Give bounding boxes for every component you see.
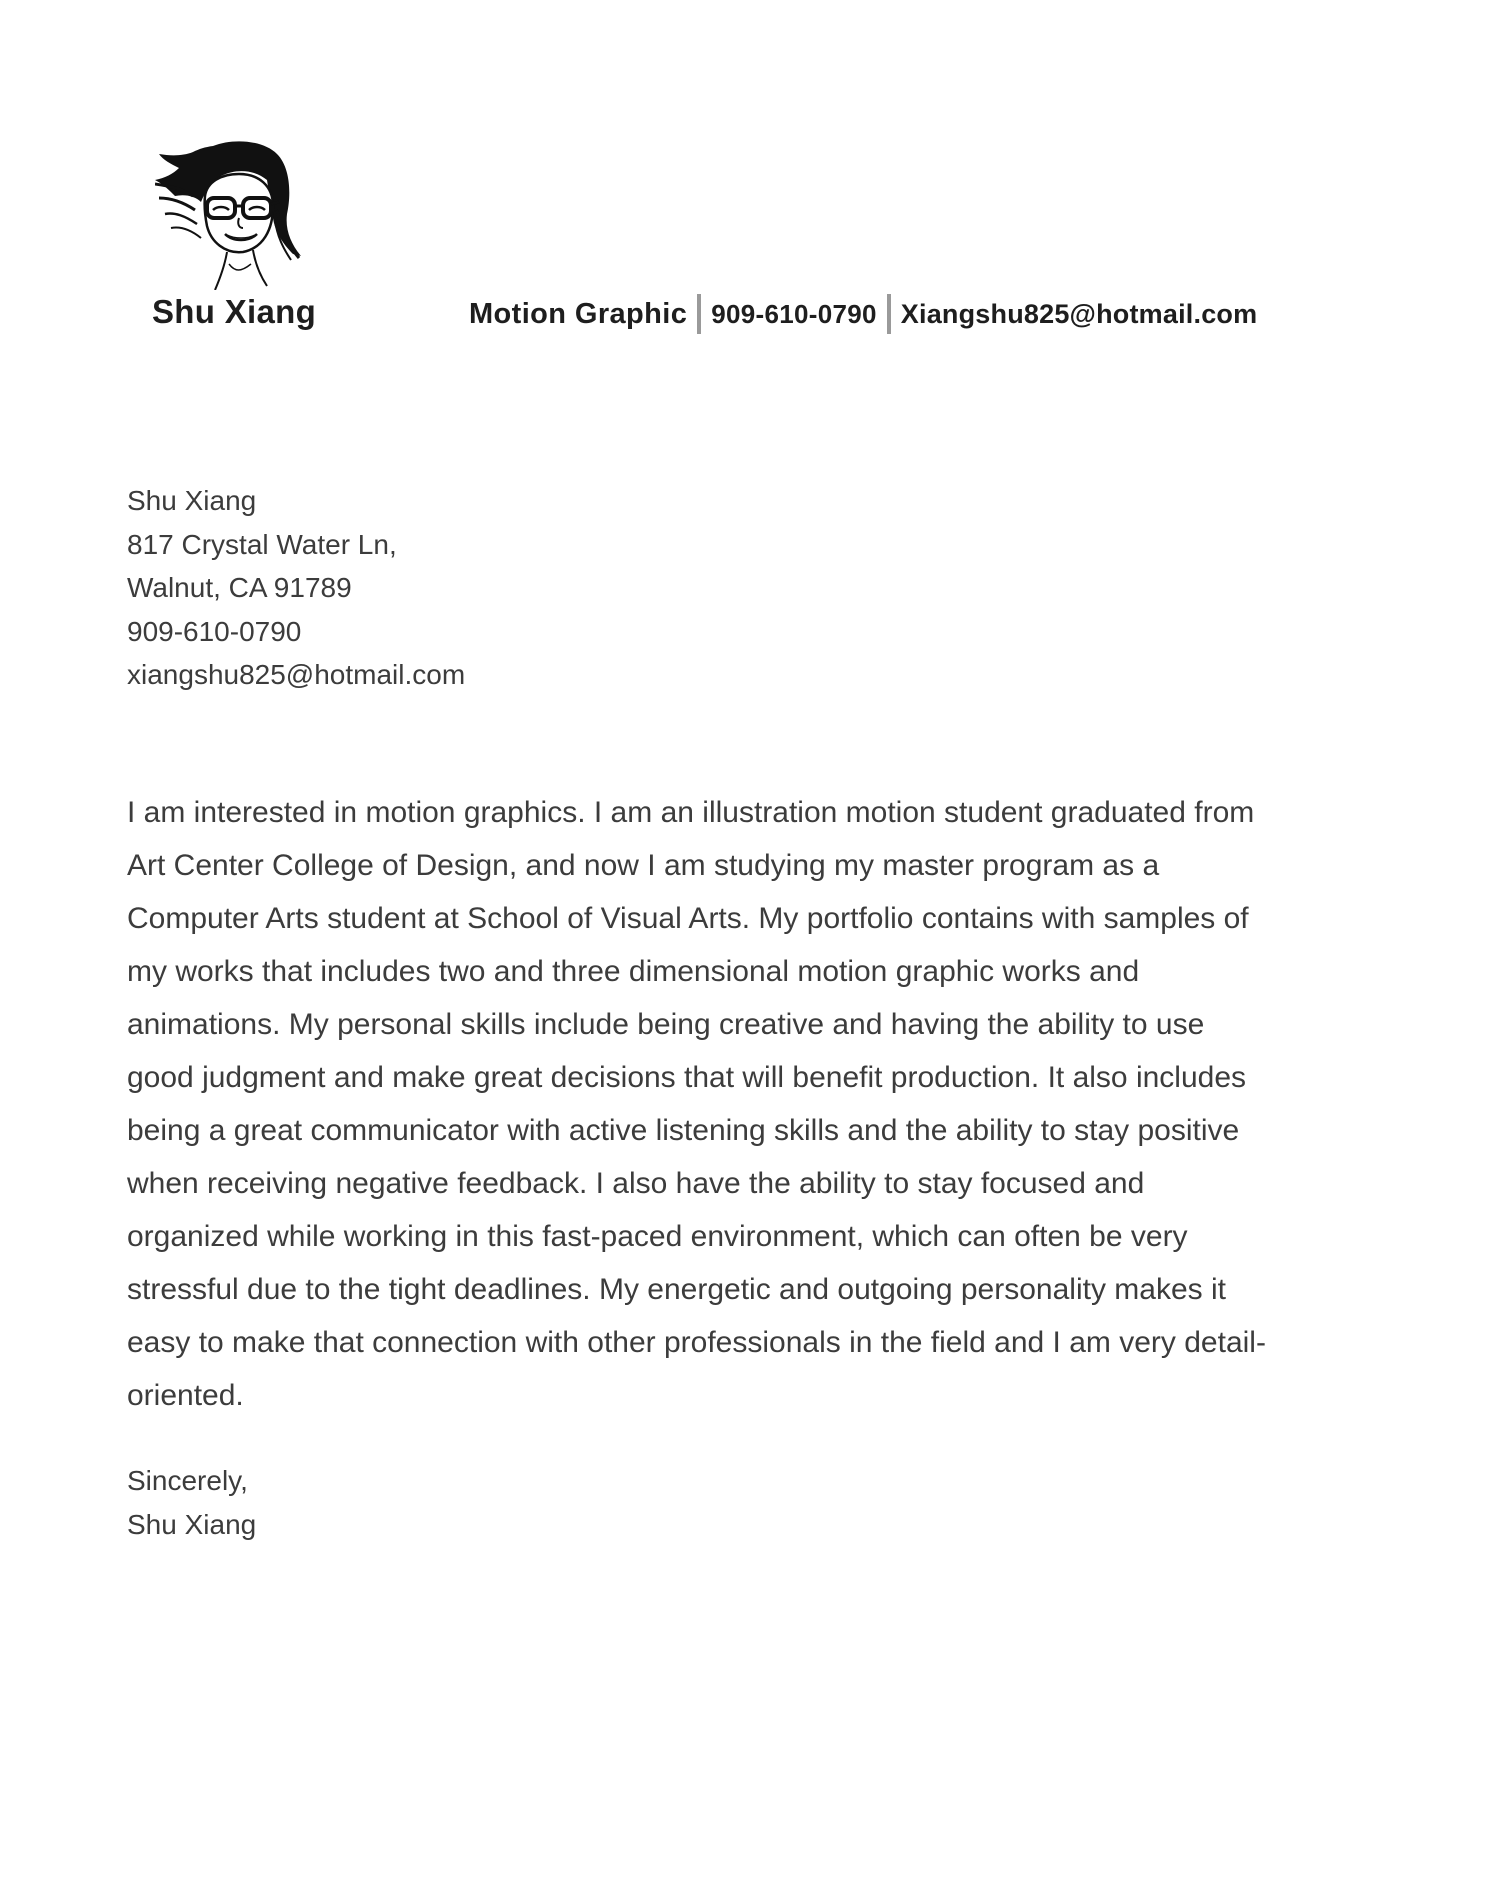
header-separator: [887, 294, 891, 334]
closing-signature: Shu Xiang: [127, 1508, 257, 1540]
body-line: stressful due to the tight deadlines. My energetic and outgoing personality makes it: [127, 1273, 1226, 1306]
closing-block: [127, 1459, 256, 1546]
body-line: Computer Arts student at School of Visual Arts. My portfolio contains with samples of: [127, 902, 1249, 935]
letter-body: [127, 786, 1397, 1422]
body-line: oriented.: [127, 1379, 244, 1412]
sender-phone: 909-610-0790: [127, 615, 302, 647]
sender-email: xiangshu825@hotmail.com: [127, 659, 466, 690]
sender-street: 817 Crystal Water Ln,: [127, 528, 397, 560]
body-line: animations. My personal skills include being creative and having the ability to use: [127, 1008, 1205, 1041]
header-role: Motion Graphic: [469, 297, 688, 330]
sender-city-state-zip: Walnut, CA 91789: [127, 572, 352, 603]
header-email: Xiangshu825@hotmail.com: [900, 298, 1258, 329]
header-phone: 909-610-0790: [711, 298, 877, 329]
body-line: being a great communicator with active listening skills and the ability to stay positive: [127, 1114, 1240, 1147]
body-line: Art Center College of Design, and now I am studying my master program as a: [127, 849, 1160, 882]
body-line: my works that includes two and three dimensional motion graphic works and: [127, 955, 1140, 988]
portrait-illustration-icon: [155, 140, 315, 290]
closing-salutation: Sincerely,: [127, 1465, 248, 1496]
header-contact-line: [469, 292, 1257, 336]
body-line: when receiving negative feedback. I also have the ability to stay focused and: [127, 1167, 1145, 1200]
sender-name: Shu Xiang: [127, 485, 257, 516]
header-separator: [697, 294, 701, 334]
body-line: easy to make that connection with other professionals in the field and I am very detail-: [127, 1326, 1266, 1359]
body-line: good judgment and make great decisions that will benefit production. It also includes: [127, 1061, 1247, 1094]
sender-address-block: [127, 479, 465, 697]
body-line: organized while working in this fast-paced environment, which can often be very: [127, 1220, 1188, 1253]
header-name: Shu Xiang: [152, 293, 317, 330]
body-line: I am interested in motion graphics. I am an illustration motion student graduated from: [127, 796, 1255, 829]
